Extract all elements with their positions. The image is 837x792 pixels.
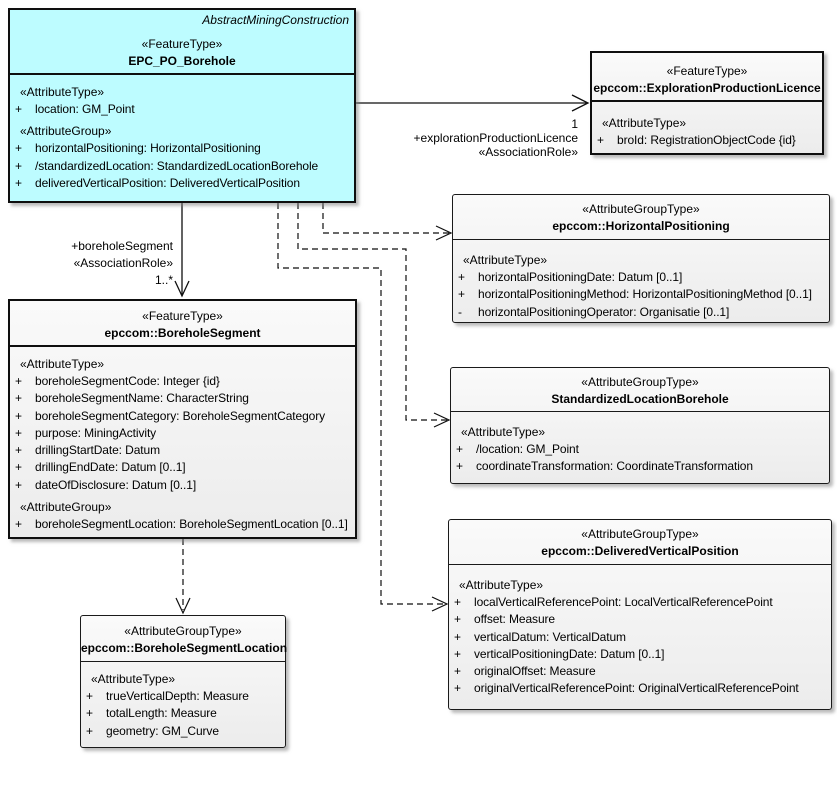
class-box-exploration-production-licence[interactable] (590, 51, 824, 155)
attribute-text: originalVerticalReferencePoint: OriginalVerticalReferencePoint (474, 681, 799, 696)
attribute-row (449, 611, 831, 628)
section-stereotype: «AttributeGroup» (20, 124, 112, 139)
attribute-compartment (81, 662, 285, 740)
visibility-marker: + (15, 425, 23, 440)
section-stereotype: «AttributeType» (91, 672, 176, 686)
visibility-marker: + (15, 102, 23, 116)
class-name: epccom::DeliveredVerticalPosition (541, 544, 739, 558)
multiplicity-label: 1..* (154, 273, 173, 287)
association-label-borehole-segment (18, 238, 173, 289)
attribute-row (10, 390, 355, 407)
visibility-marker: + (456, 442, 464, 456)
attribute-row (451, 441, 829, 458)
attribute-row (10, 373, 355, 390)
attribute-row (81, 723, 285, 740)
attribute-text: /standardizedLocation: StandardizedLocationBorehole (35, 158, 319, 173)
class-header (449, 520, 831, 565)
visibility-marker: + (454, 612, 462, 627)
attribute-compartment (10, 75, 354, 192)
attribute-compartment (592, 102, 822, 149)
section-stereotype: «AttributeType» (602, 116, 687, 130)
attribute-row (449, 629, 831, 646)
visibility-marker: + (15, 391, 23, 406)
attribute-row (449, 680, 831, 697)
dependency-line-horizontal-positioning (323, 203, 451, 240)
attribute-text: horizontalPositioningMethod: HorizontalPositioningMethod [0..1] (478, 287, 812, 302)
class-name: epccom::ExplorationProductionLicence (593, 81, 821, 95)
visibility-marker: + (15, 374, 23, 388)
parent-type-label: AbstractMiningConstruction (202, 13, 349, 27)
visibility-marker: + (454, 629, 462, 644)
visibility-marker: + (15, 175, 23, 190)
visibility-marker: + (15, 460, 23, 475)
visibility-marker: + (15, 477, 23, 492)
stereotype-label: «AssociationRole» (73, 256, 173, 270)
visibility-marker: + (458, 270, 466, 284)
attribute-text: geometry: GM_Curve (106, 723, 219, 738)
section-stereotype: «AttributeType» (20, 85, 105, 99)
stereotype-label: «AttributeGroupType» (124, 624, 242, 638)
visibility-marker: + (15, 517, 23, 532)
visibility-marker: + (458, 287, 466, 302)
class-header (453, 195, 829, 240)
attribute-text: drillingStartDate: Datum (35, 443, 160, 458)
stereotype-label: «AttributeGroupType» (581, 527, 699, 541)
section-stereotype: «AttributeType» (461, 425, 546, 439)
association-line-exploration-production-licence (356, 95, 588, 111)
class-name: StandardizedLocationBorehole (551, 392, 729, 406)
role-name-label: +boreholeSegment (71, 239, 173, 253)
attribute-row (10, 459, 355, 476)
visibility-marker: - (458, 304, 462, 319)
attribute-row (10, 158, 354, 175)
attribute-row (10, 477, 355, 494)
attribute-compartment (449, 565, 831, 698)
attribute-text: horizontalPositioning: HorizontalPositioning (35, 141, 261, 156)
attribute-row (10, 442, 355, 459)
attribute-text: location: GM_Point (35, 102, 135, 116)
attribute-text: horizontalPositioningDate: Datum [0..1] (478, 270, 683, 284)
attribute-text: boreholeSegmentName: CharacterString (35, 391, 249, 406)
attribute-text: originalOffset: Measure (474, 664, 596, 679)
attribute-text: dateOfDisclosure: Datum [0..1] (35, 477, 197, 492)
attribute-text: totalLength: Measure (106, 706, 217, 721)
attribute-text: /location: GM_Point (476, 442, 579, 456)
class-box-delivered-vertical-position[interactable] (448, 519, 832, 710)
attribute-row (81, 688, 285, 705)
attribute-row (451, 458, 829, 475)
section-stereotype: «AttributeType» (463, 253, 548, 267)
visibility-marker: + (86, 706, 94, 721)
visibility-marker: + (454, 646, 462, 661)
attribute-row (10, 425, 355, 442)
visibility-marker: + (86, 723, 94, 738)
association-label-exploration-production-licence (355, 117, 578, 159)
visibility-marker: + (15, 141, 23, 156)
visibility-marker: + (86, 689, 94, 703)
class-box-horizontal-positioning[interactable] (452, 194, 830, 323)
attribute-text: trueVerticalDepth: Measure (106, 689, 249, 703)
class-name: epccom::BoreholeSegment (104, 326, 261, 340)
class-box-borehole-segment[interactable] (8, 299, 357, 539)
class-header (10, 301, 355, 347)
class-name: epccom::HorizontalPositioning (552, 219, 730, 233)
role-name-label: +explorationProductionLicence (413, 131, 578, 145)
attribute-row (449, 663, 831, 680)
section-stereotype: «AttributeType» (459, 578, 544, 592)
attribute-text: broId: RegistrationObjectCode {id} (617, 133, 796, 147)
stereotype-label: «AssociationRole» (478, 145, 578, 159)
class-header (10, 10, 354, 75)
attribute-text: boreholeSegmentLocation: BoreholeSegmentLocation [0..1] (35, 517, 348, 532)
visibility-marker: + (454, 664, 462, 679)
visibility-marker: + (15, 443, 23, 458)
attribute-row (453, 269, 829, 286)
attribute-row (453, 286, 829, 303)
attribute-compartment (453, 240, 829, 321)
visibility-marker: + (456, 459, 464, 474)
attribute-text: offset: Measure (474, 612, 555, 627)
section-stereotype: «AttributeGroup» (20, 500, 112, 515)
visibility-marker: + (454, 595, 462, 609)
class-header (592, 53, 822, 102)
attribute-row (81, 705, 285, 722)
attribute-text: verticalPositioningDate: Datum [0..1] (474, 646, 665, 661)
multiplicity-label: 1 (571, 117, 578, 131)
attribute-row (592, 132, 822, 149)
class-name: epccom::BoreholeSegmentLocation (81, 641, 288, 655)
dependency-line-borehole-segment-location (176, 539, 190, 613)
attribute-compartment (451, 412, 829, 476)
section-stereotype: «AttributeType» (20, 357, 105, 371)
stereotype-label: «AttributeGroupType» (581, 375, 699, 389)
class-header (81, 616, 288, 662)
class-box-epc-po-borehole[interactable] (8, 8, 356, 203)
attribute-text: purpose: MiningActivity (35, 425, 157, 440)
class-name: EPC_PO_Borehole (128, 54, 236, 68)
visibility-marker: + (15, 158, 23, 173)
attribute-row (10, 516, 355, 533)
attribute-row (449, 594, 831, 611)
attribute-text: localVerticalReferencePoint: LocalVerticalReferencePoint (474, 595, 773, 609)
attribute-row (10, 408, 355, 425)
attribute-row (449, 646, 831, 663)
stereotype-label: «FeatureType» (142, 309, 223, 323)
attribute-text: horizontalPositioningOperator: Organisatie [0..1] (478, 304, 730, 319)
attribute-row (10, 101, 354, 118)
attribute-text: deliveredVerticalPosition: DeliveredVerticalPosition (35, 175, 300, 190)
attribute-text: coordinateTransformation: CoordinateTransformation (476, 459, 753, 474)
class-box-standardized-location-borehole[interactable] (450, 367, 830, 484)
class-box-borehole-segment-location[interactable] (80, 615, 286, 748)
stereotype-label: «FeatureType» (141, 37, 223, 51)
attribute-row (10, 140, 354, 157)
stereotype-label: «FeatureType» (666, 64, 748, 78)
attribute-text: boreholeSegmentCategory: BoreholeSegmentCategory (35, 408, 326, 423)
visibility-marker: + (597, 133, 605, 147)
attribute-text: drillingEndDate: Datum [0..1] (35, 460, 186, 475)
attribute-compartment (10, 347, 355, 533)
class-header (451, 368, 829, 412)
visibility-marker: + (15, 408, 23, 423)
attribute-row (453, 304, 829, 321)
attribute-row (10, 175, 354, 192)
association-line-borehole-segment (175, 203, 189, 296)
stereotype-label: «AttributeGroupType» (582, 202, 700, 216)
visibility-marker: + (454, 681, 462, 696)
attribute-text: verticalDatum: VerticalDatum (474, 629, 626, 644)
attribute-text: boreholeSegmentCode: Integer {id} (35, 374, 220, 388)
